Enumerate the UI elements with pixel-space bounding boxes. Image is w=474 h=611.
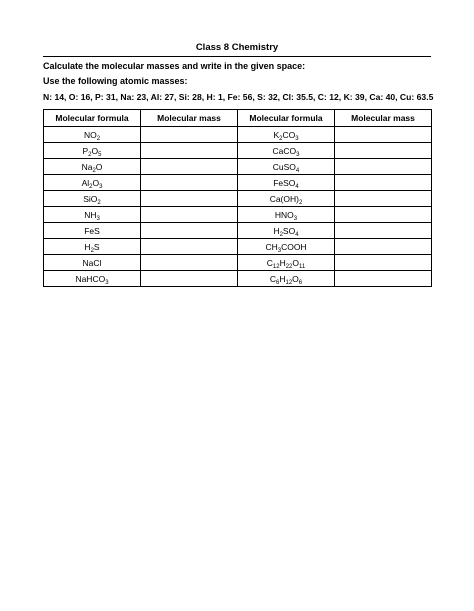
atomic-masses-list: N: 14, O: 16, P: 31, Na: 23, Al: 27, Si: 28, H: 1, Fe: 56, S: 32, Cl: 35.5, C: 12, K: 39, Ca: 40, Cu: 63.5: [43, 92, 434, 102]
table-row: [44, 255, 432, 271]
formula-cell-right: $Ca(OH)_2$: [238, 191, 335, 207]
mass-answer-cell-left[interactable]: [141, 207, 238, 223]
table-row: [44, 239, 432, 255]
table-row: [44, 191, 432, 207]
molecular-mass-table: [43, 109, 432, 287]
mass-answer-cell-right[interactable]: [335, 159, 432, 175]
formula-cell-left: FeS: [44, 223, 141, 239]
table-row: [44, 223, 432, 239]
formula-cell-right: CaCO$_3$: [238, 143, 335, 159]
mass-answer-cell-left[interactable]: [141, 159, 238, 175]
mass-answer-cell-right[interactable]: [335, 223, 432, 239]
table-row: [44, 159, 432, 175]
header-molecular-mass-right: Molecular mass: [335, 110, 432, 127]
mass-answer-cell-right[interactable]: [335, 207, 432, 223]
formula-cell-left: $NH_3$: [44, 207, 141, 223]
mass-answer-cell-left[interactable]: [141, 175, 238, 191]
table-row: [44, 143, 432, 159]
formula-cell-left: $Al_2O_3$: [44, 175, 141, 191]
instruction-text: Calculate the molecular masses and write in the given space:: [43, 61, 306, 71]
header-molecular-mass-left: Molecular mass: [141, 110, 238, 127]
table-row: [44, 207, 432, 223]
mass-answer-cell-left[interactable]: [141, 223, 238, 239]
formula-cell-left: $Na_2O$: [44, 159, 141, 175]
formula-cell-left: $P_2O_5$: [44, 143, 141, 159]
formula-cell-right: FeSO$_4$: [238, 175, 335, 191]
mass-answer-cell-right[interactable]: [335, 191, 432, 207]
formula-cell-left: $H_2S$: [44, 239, 141, 255]
formula-cell-left: SiO$_2$: [44, 191, 141, 207]
mass-answer-cell-left[interactable]: [141, 255, 238, 271]
mass-answer-cell-left[interactable]: [141, 271, 238, 287]
mass-answer-cell-right[interactable]: [335, 143, 432, 159]
formula-cell-right: $C_{12}H_{22}O_{11}$: [238, 255, 335, 271]
mass-answer-cell-right[interactable]: [335, 271, 432, 287]
mass-answer-cell-right[interactable]: [335, 239, 432, 255]
table-header-row: [44, 110, 432, 127]
table-row: [44, 127, 432, 143]
mass-answer-cell-left[interactable]: [141, 239, 238, 255]
mass-answer-cell-right[interactable]: [335, 255, 432, 271]
formula-cell-right: $CH_3COOH$: [238, 239, 335, 255]
table-row: [44, 271, 432, 287]
title-divider: [43, 56, 431, 57]
table-body: [44, 127, 432, 287]
mass-answer-cell-right[interactable]: [335, 175, 432, 191]
formula-cell-left: NaCl: [44, 255, 141, 271]
mass-answer-cell-left[interactable]: [141, 127, 238, 143]
mass-answer-cell-right[interactable]: [335, 127, 432, 143]
formula-cell-left: $NO_2$: [44, 127, 141, 143]
header-molecular-formula-left: Molecular formula: [44, 110, 141, 127]
formula-cell-right: CuSO$_4$: [238, 159, 335, 175]
table-row: [44, 175, 432, 191]
mass-answer-cell-left[interactable]: [141, 143, 238, 159]
atomic-masses-heading: Use the following atomic masses:: [43, 76, 188, 86]
page-title: Class 8 Chemistry: [195, 42, 279, 53]
header-molecular-formula-right: Molecular formula: [238, 110, 335, 127]
formula-cell-right: $HNO_3$: [238, 207, 335, 223]
mass-answer-cell-left[interactable]: [141, 191, 238, 207]
formula-cell-left: NaHCO$_3$: [44, 271, 141, 287]
formula-cell-right: $C_6H_{12}O_6$: [238, 271, 335, 287]
formula-cell-right: $K_2CO_3$: [238, 127, 335, 143]
formula-cell-right: $H_2SO_4$: [238, 223, 335, 239]
